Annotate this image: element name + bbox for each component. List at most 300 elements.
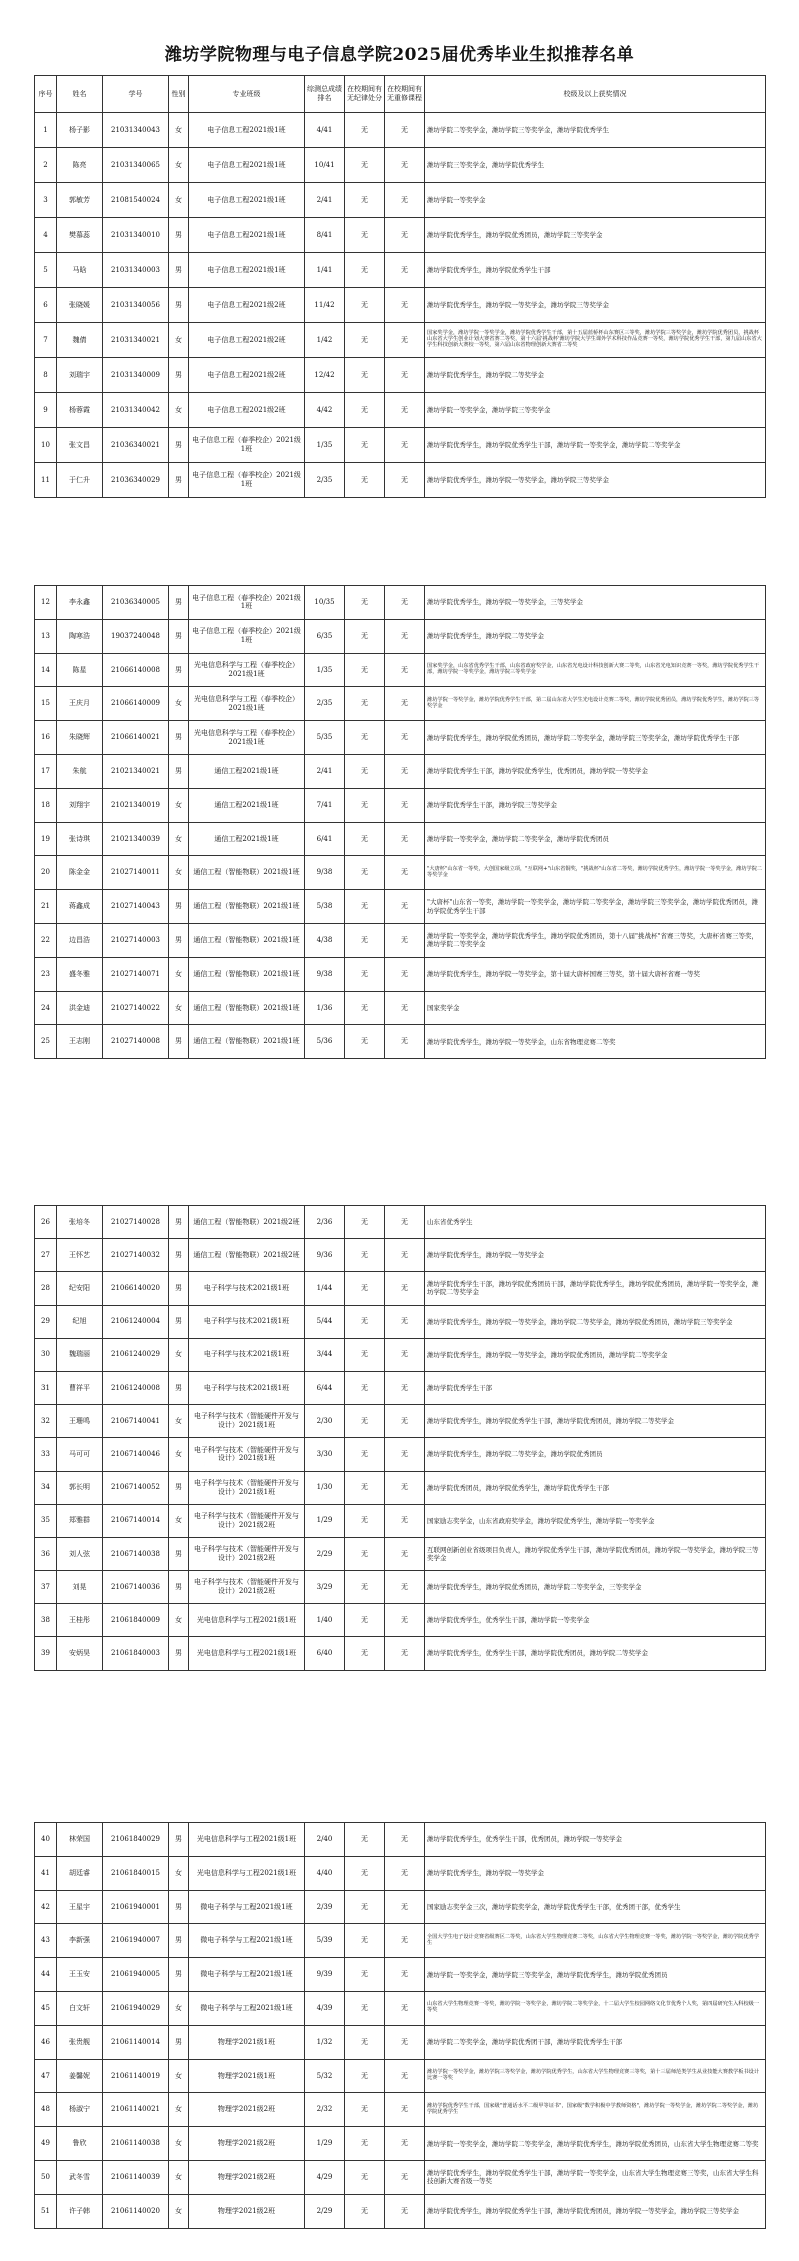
student-id: 21027140003 <box>103 923 169 957</box>
retake-record: 无 <box>385 113 425 148</box>
major-class: 通信工程（智能物联）2021级1班 <box>189 890 305 924</box>
row-number: 29 <box>35 1305 57 1338</box>
table-row <box>35 754 766 788</box>
row-number: 20 <box>35 856 57 890</box>
candidate-table-3 <box>34 1205 766 1671</box>
awards: 潍坊学院优秀学生，潍坊学院优秀团员，潍坊学院二等奖学金，三等奖学金 <box>425 1571 766 1604</box>
table-row <box>35 323 766 358</box>
ranking: 2/36 <box>305 1206 345 1239</box>
gender: 男 <box>169 1371 189 1404</box>
table-row <box>35 2093 766 2127</box>
column-header: 校级及以上获奖情况 <box>425 76 766 113</box>
student-id: 21067140036 <box>103 1571 169 1604</box>
row-number: 41 <box>35 1856 57 1890</box>
student-name: 陶寒浩 <box>57 619 103 653</box>
retake-record: 无 <box>385 822 425 856</box>
student-id: 21031340042 <box>103 393 169 428</box>
awards: 潍坊学院优秀学生，潍坊学院优秀学生干部，潍坊学院优秀团员，潍坊学院一等奖学金，潍坊学院三等奖学金 <box>425 2194 766 2228</box>
ranking: 5/39 <box>305 1924 345 1958</box>
ranking: 2/35 <box>305 463 345 498</box>
major-class: 物理学2021级2班 <box>189 2093 305 2127</box>
table-row <box>35 957 766 991</box>
major-class: 电子信息工程2021级1班 <box>189 253 305 288</box>
table-row <box>35 822 766 856</box>
retake-record: 无 <box>385 619 425 653</box>
major-class: 光电信息科学与工程2021级1班 <box>189 1823 305 1857</box>
discipline-record: 无 <box>345 2160 385 2194</box>
major-class: 电子科学与技术（智能硬件开发与设计）2021级1班 <box>189 1471 305 1504</box>
student-name: 李新强 <box>57 1924 103 1958</box>
student-id: 21031340009 <box>103 358 169 393</box>
discipline-record: 无 <box>345 1239 385 1272</box>
retake-record: 无 <box>385 1890 425 1924</box>
awards: 潍坊学院优秀学生干部 <box>425 1371 766 1404</box>
student-id: 21027140011 <box>103 856 169 890</box>
awards: 潍坊学院优秀团员，潍坊学院优秀学生，潍坊学院优秀学生干部 <box>425 1471 766 1504</box>
row-number: 40 <box>35 1823 57 1857</box>
column-header: 性别 <box>169 76 189 113</box>
column-header: 在校期间有无纪律处分 <box>345 76 385 113</box>
retake-record: 无 <box>385 393 425 428</box>
retake-record: 无 <box>385 323 425 358</box>
row-number: 12 <box>35 586 57 620</box>
gender: 女 <box>169 1438 189 1471</box>
ranking: 1/29 <box>305 1504 345 1537</box>
table-row <box>35 2025 766 2059</box>
retake-record: 无 <box>385 1856 425 1890</box>
discipline-record: 无 <box>345 1958 385 1992</box>
gender: 女 <box>169 1405 189 1438</box>
awards: 山东省优秀学生 <box>425 1206 766 1239</box>
student-id: 21027140008 <box>103 1025 169 1059</box>
major-class: 电子科学与技术（智能硬件开发与设计）2021级1班 <box>189 1405 305 1438</box>
retake-record: 无 <box>385 1438 425 1471</box>
retake-record: 无 <box>385 2127 425 2161</box>
row-number: 24 <box>35 991 57 1025</box>
retake-record: 无 <box>385 1823 425 1857</box>
discipline-record: 无 <box>345 1471 385 1504</box>
ranking: 5/36 <box>305 1025 345 1059</box>
student-id: 21061940001 <box>103 1890 169 1924</box>
row-number: 49 <box>35 2127 57 2161</box>
discipline-record: 无 <box>345 991 385 1025</box>
student-name: 林荣国 <box>57 1823 103 1857</box>
student-name: 张诗琪 <box>57 822 103 856</box>
student-id: 21061140020 <box>103 2194 169 2228</box>
row-number: 48 <box>35 2093 57 2127</box>
row-number: 23 <box>35 957 57 991</box>
row-number: 19 <box>35 822 57 856</box>
retake-record: 无 <box>385 2059 425 2093</box>
awards: 潍坊学院二等奖学金，潍坊学院三等奖学金，潍坊学院优秀学生 <box>425 113 766 148</box>
major-class: 微电子科学与工程2021级1班 <box>189 1890 305 1924</box>
gender: 男 <box>169 1272 189 1305</box>
retake-record: 无 <box>385 1991 425 2025</box>
gender: 女 <box>169 393 189 428</box>
student-name: 王星宇 <box>57 1890 103 1924</box>
student-id: 21031340065 <box>103 148 169 183</box>
ranking: 1/29 <box>305 2127 345 2161</box>
row-number: 1 <box>35 113 57 148</box>
major-class: 光电信息科学与工程2021级1班 <box>189 1856 305 1890</box>
awards: "大唐杯"山东省一等奖，潍坊学院一等奖学金，潍坊学院二等奖学金，潍坊学院三等奖学金，潍坊学院优秀团员，潍坊学院优秀学生干部 <box>425 890 766 924</box>
discipline-record: 无 <box>345 358 385 393</box>
gender: 男 <box>169 1305 189 1338</box>
gender: 男 <box>169 1025 189 1059</box>
discipline-record: 无 <box>345 113 385 148</box>
student-id: 21061140039 <box>103 2160 169 2194</box>
ranking: 7/41 <box>305 788 345 822</box>
retake-record: 无 <box>385 1371 425 1404</box>
row-number: 5 <box>35 253 57 288</box>
student-name: 纪旭 <box>57 1305 103 1338</box>
awards: 潍坊学院一等奖学金 <box>425 183 766 218</box>
student-name: 王桂彤 <box>57 1604 103 1637</box>
discipline-record: 无 <box>345 1637 385 1670</box>
retake-record: 无 <box>385 788 425 822</box>
gender: 女 <box>169 1604 189 1637</box>
awards: 潍坊学院二等奖学金，潍坊学院优秀团干部，潍坊学院优秀学生干部 <box>425 2025 766 2059</box>
discipline-record: 无 <box>345 323 385 358</box>
ranking: 1/35 <box>305 653 345 687</box>
major-class: 通信工程（智能物联）2021级2班 <box>189 1206 305 1239</box>
ranking: 5/32 <box>305 2059 345 2093</box>
gender: 女 <box>169 1338 189 1371</box>
table-row <box>35 1823 766 1857</box>
ranking: 4/39 <box>305 1991 345 2025</box>
awards: 潍坊学院一等奖学金，潍坊学院优秀学生干部，第二届山东省大学生光电设计竞赛二等奖，潍坊学院优秀团员，潍坊学院优秀学生，潍坊学院三等奖学金 <box>425 687 766 721</box>
row-number: 21 <box>35 890 57 924</box>
ranking: 9/39 <box>305 1958 345 1992</box>
awards: 全国大学生电子设计竞赛省级赛区二等奖，山东省大学生物理竞赛二等奖，山东省大学生物理竞赛一等奖，潍坊学院一等奖学金，潍坊学院优秀学生 <box>425 1924 766 1958</box>
table-row <box>35 1504 766 1537</box>
student-id: 21031340021 <box>103 323 169 358</box>
row-number: 30 <box>35 1338 57 1371</box>
row-number: 43 <box>35 1924 57 1958</box>
retake-record: 无 <box>385 1471 425 1504</box>
student-name: 王志刚 <box>57 1025 103 1059</box>
table-row <box>35 1338 766 1371</box>
student-id: 21027140071 <box>103 957 169 991</box>
student-id: 21061240029 <box>103 1338 169 1371</box>
discipline-record: 无 <box>345 1890 385 1924</box>
table-row <box>35 288 766 323</box>
row-number: 6 <box>35 288 57 323</box>
table-row <box>35 463 766 498</box>
table-row <box>35 721 766 755</box>
student-name: 曹祥平 <box>57 1371 103 1404</box>
gender: 男 <box>169 586 189 620</box>
ranking: 1/44 <box>305 1272 345 1305</box>
student-id: 21061240004 <box>103 1305 169 1338</box>
gender: 女 <box>169 856 189 890</box>
retake-record: 无 <box>385 148 425 183</box>
student-id: 21061240008 <box>103 1371 169 1404</box>
discipline-record: 无 <box>345 1206 385 1239</box>
major-class: 电子信息工程2021级1班 <box>189 113 305 148</box>
table-row <box>35 253 766 288</box>
student-name: 洪金迪 <box>57 991 103 1025</box>
major-class: 电子信息工程2021级2班 <box>189 393 305 428</box>
major-class: 电子科学与技术（智能硬件开发与设计）2021级2班 <box>189 1504 305 1537</box>
discipline-record: 无 <box>345 2194 385 2228</box>
major-class: 物理学2021级2班 <box>189 2127 305 2161</box>
student-id: 21066140008 <box>103 653 169 687</box>
awards: 山东省大学生物理竞赛一等奖，潍坊学院一等奖学金，潍坊学院二等奖学金，十二届大学生校园网络文化节优秀个人奖，第四届研究生入科校级一等奖 <box>425 1991 766 2025</box>
table-row <box>35 1471 766 1504</box>
discipline-record: 无 <box>345 1305 385 1338</box>
discipline-record: 无 <box>345 721 385 755</box>
gender: 女 <box>169 1856 189 1890</box>
gender: 男 <box>169 1206 189 1239</box>
row-number: 46 <box>35 2025 57 2059</box>
awards: 潍坊学院优秀学生，潍坊学院二等奖学金 <box>425 619 766 653</box>
row-number: 11 <box>35 463 57 498</box>
retake-record: 无 <box>385 288 425 323</box>
table-row <box>35 1890 766 1924</box>
ranking: 1/41 <box>305 253 345 288</box>
row-number: 7 <box>35 323 57 358</box>
ranking: 12/42 <box>305 358 345 393</box>
row-number: 9 <box>35 393 57 428</box>
major-class: 光电信息科学与工程（春季校企）2021级1班 <box>189 687 305 721</box>
row-number: 44 <box>35 1958 57 1992</box>
ranking: 2/29 <box>305 1537 345 1570</box>
row-number: 27 <box>35 1239 57 1272</box>
major-class: 物理学2021级2班 <box>189 2160 305 2194</box>
retake-record: 无 <box>385 1405 425 1438</box>
discipline-record: 无 <box>345 1025 385 1059</box>
gender: 男 <box>169 253 189 288</box>
student-name: 许子韩 <box>57 2194 103 2228</box>
retake-record: 无 <box>385 1239 425 1272</box>
discipline-record: 无 <box>345 428 385 463</box>
gender: 男 <box>169 2025 189 2059</box>
retake-record: 无 <box>385 923 425 957</box>
student-id: 21061840003 <box>103 1637 169 1670</box>
retake-record: 无 <box>385 1924 425 1958</box>
table-row <box>35 687 766 721</box>
awards: 潍坊学院一等奖学金，潍坊学院二等奖学金，潍坊学院优秀学生，潍坊学院优秀团员，山东省大学生物理竞赛二等奖 <box>425 2127 766 2161</box>
retake-record: 无 <box>385 754 425 788</box>
column-header: 专业班级 <box>189 76 305 113</box>
awards: 潍坊学院优秀学生，潍坊学院优秀团员，潍坊学院三等奖学金 <box>425 218 766 253</box>
awards: 潍坊学院优秀学生，潍坊学院一等奖学金 <box>425 1856 766 1890</box>
discipline-record: 无 <box>345 1604 385 1637</box>
table-row <box>35 2194 766 2228</box>
gender: 女 <box>169 957 189 991</box>
retake-record: 无 <box>385 2194 425 2228</box>
awards: 潍坊学院优秀学生，潍坊学院优秀学生干部，潍坊学院优秀团员，潍坊学院二等奖学金 <box>425 1405 766 1438</box>
student-id: 21061940029 <box>103 1991 169 2025</box>
major-class: 电子信息工程2021级2班 <box>189 358 305 393</box>
table-row <box>35 1025 766 1059</box>
gender: 女 <box>169 2059 189 2093</box>
student-id: 21031340003 <box>103 253 169 288</box>
gender: 女 <box>169 2160 189 2194</box>
student-id: 21061140014 <box>103 2025 169 2059</box>
ranking: 2/40 <box>305 1823 345 1857</box>
student-id: 21061940005 <box>103 1958 169 1992</box>
table-row <box>35 428 766 463</box>
awards: 潍坊学院优秀学生，潍坊学院优秀团员，潍坊学院二等奖学金，潍坊学院三等奖学金，潍坊学院优秀学生干部 <box>425 721 766 755</box>
student-id: 21067140052 <box>103 1471 169 1504</box>
student-id: 19037240048 <box>103 619 169 653</box>
gender: 男 <box>169 923 189 957</box>
student-name: 陈金金 <box>57 856 103 890</box>
discipline-record: 无 <box>345 1405 385 1438</box>
table-row <box>35 1239 766 1272</box>
table-row <box>35 1958 766 1992</box>
student-id: 21021340019 <box>103 788 169 822</box>
ranking: 2/35 <box>305 687 345 721</box>
gender: 男 <box>169 428 189 463</box>
discipline-record: 无 <box>345 1272 385 1305</box>
major-class: 通信工程（智能物联）2021级1班 <box>189 856 305 890</box>
table-row <box>35 619 766 653</box>
awards: 潍坊学院优秀学生，优秀学生干部，优秀团员，潍坊学院一等奖学金 <box>425 1823 766 1857</box>
gender: 男 <box>169 1239 189 1272</box>
row-number: 31 <box>35 1371 57 1404</box>
discipline-record: 无 <box>345 1438 385 1471</box>
student-id: 21061840029 <box>103 1823 169 1857</box>
discipline-record: 无 <box>345 957 385 991</box>
row-number: 18 <box>35 788 57 822</box>
table-row <box>35 1856 766 1890</box>
gender: 男 <box>169 288 189 323</box>
student-id: 21021340039 <box>103 822 169 856</box>
student-name: 纪安阳 <box>57 1272 103 1305</box>
major-class: 通信工程2021级1班 <box>189 754 305 788</box>
student-id: 21031340043 <box>103 113 169 148</box>
student-id: 21021340021 <box>103 754 169 788</box>
major-class: 微电子科学与工程2021级1班 <box>189 1924 305 1958</box>
major-class: 电子信息工程2021级2班 <box>189 288 305 323</box>
student-name: 郭敏芳 <box>57 183 103 218</box>
student-name: 杨淑宁 <box>57 2093 103 2127</box>
ranking: 5/35 <box>305 721 345 755</box>
gender: 男 <box>169 1924 189 1958</box>
awards: 潍坊学院优秀学生，优秀学生干部，潍坊学院一等奖学金 <box>425 1604 766 1637</box>
student-name: 朱航 <box>57 754 103 788</box>
major-class: 光电信息科学与工程2021级1班 <box>189 1637 305 1670</box>
table-row <box>35 218 766 253</box>
major-class: 微电子科学与工程2021级1班 <box>189 1958 305 1992</box>
awards: 潍坊学院优秀学生，潍坊学院二等奖学金 <box>425 358 766 393</box>
student-id: 21066140021 <box>103 721 169 755</box>
discipline-record: 无 <box>345 1571 385 1604</box>
gender: 男 <box>169 1890 189 1924</box>
student-name: 鲁欣 <box>57 2127 103 2161</box>
row-number: 10 <box>35 428 57 463</box>
table-row <box>35 1924 766 1958</box>
retake-record: 无 <box>385 358 425 393</box>
ranking: 9/38 <box>305 856 345 890</box>
table-row <box>35 113 766 148</box>
gender: 男 <box>169 721 189 755</box>
discipline-record: 无 <box>345 586 385 620</box>
major-class: 电子信息工程（春季校企）2021级1班 <box>189 428 305 463</box>
ranking: 2/41 <box>305 183 345 218</box>
discipline-record: 无 <box>345 288 385 323</box>
gender: 女 <box>169 788 189 822</box>
discipline-record: 无 <box>345 2093 385 2127</box>
student-id: 21067140038 <box>103 1537 169 1570</box>
table-row <box>35 653 766 687</box>
major-class: 微电子科学与工程2021级1班 <box>189 1991 305 2025</box>
table-row <box>35 1537 766 1570</box>
gender: 女 <box>169 2194 189 2228</box>
ranking: 5/44 <box>305 1305 345 1338</box>
retake-record: 无 <box>385 1206 425 1239</box>
table-row <box>35 1604 766 1637</box>
discipline-record: 无 <box>345 1823 385 1857</box>
discipline-record: 无 <box>345 393 385 428</box>
retake-record: 无 <box>385 428 425 463</box>
discipline-record: 无 <box>345 890 385 924</box>
ranking: 9/38 <box>305 957 345 991</box>
retake-record: 无 <box>385 653 425 687</box>
awards: 潍坊学院优秀学生，潍坊学院一等奖学金，潍坊学院三等奖学金 <box>425 288 766 323</box>
discipline-record: 无 <box>345 2127 385 2161</box>
ranking: 3/29 <box>305 1571 345 1604</box>
major-class: 通信工程（智能物联）2021级1班 <box>189 957 305 991</box>
student-id: 21066140020 <box>103 1272 169 1305</box>
gender: 女 <box>169 687 189 721</box>
retake-record: 无 <box>385 890 425 924</box>
student-name: 樊慕蕊 <box>57 218 103 253</box>
major-class: 通信工程（智能物联）2021级1班 <box>189 991 305 1025</box>
major-class: 电子科学与技术2021级1班 <box>189 1272 305 1305</box>
student-name: 杨子影 <box>57 113 103 148</box>
row-number: 45 <box>35 1991 57 2025</box>
row-number: 16 <box>35 721 57 755</box>
row-number: 22 <box>35 923 57 957</box>
ranking: 8/41 <box>305 218 345 253</box>
awards: 潍坊学院优秀学生，优秀学生干部，潍坊学院优秀团员，潍坊学院二等奖学金 <box>425 1637 766 1670</box>
discipline-record: 无 <box>345 463 385 498</box>
retake-record: 无 <box>385 218 425 253</box>
ranking: 6/40 <box>305 1637 345 1670</box>
gender: 女 <box>169 991 189 1025</box>
student-id: 21027140022 <box>103 991 169 1025</box>
gender: 男 <box>169 754 189 788</box>
gender: 女 <box>169 183 189 218</box>
awards: 潍坊学院优秀学生，潍坊学院一等奖学金，第十届大唐杯国赛三等奖，第十届大唐杯省赛一等奖 <box>425 957 766 991</box>
awards: 国家奖学金，山东省优秀学生干部，山东省政府奖学金，山东省光电设计科技创新大赛二等奖，山东省光电知识竞赛一等奖，潍坊学院优秀学生干部，潍坊学院一等奖学金，潍坊学院三等奖学金 <box>425 653 766 687</box>
awards: "大唐杯"山东省一等奖，大创国家级立项，"互联网+"山东省铜奖，"挑战杯"山东省二等奖，潍坊学院优秀学生，潍坊学院一等奖学金，潍坊学院二等奖学金 <box>425 856 766 890</box>
table-row <box>35 1305 766 1338</box>
student-name: 安炳昊 <box>57 1637 103 1670</box>
row-number: 42 <box>35 1890 57 1924</box>
table-row <box>35 358 766 393</box>
row-number: 4 <box>35 218 57 253</box>
gender: 女 <box>169 1504 189 1537</box>
ranking: 1/40 <box>305 1604 345 1637</box>
gender: 男 <box>169 1637 189 1670</box>
awards: 潍坊学院优秀学生，潍坊学院一等奖学金，三等奖学金 <box>425 586 766 620</box>
table-row <box>35 923 766 957</box>
major-class: 物理学2021级1班 <box>189 2025 305 2059</box>
student-name: 王怀艺 <box>57 1239 103 1272</box>
discipline-record: 无 <box>345 2059 385 2093</box>
major-class: 电子科学与技术2021级1班 <box>189 1371 305 1404</box>
row-number: 34 <box>35 1471 57 1504</box>
retake-record: 无 <box>385 2160 425 2194</box>
retake-record: 无 <box>385 1305 425 1338</box>
student-name: 姜馨妮 <box>57 2059 103 2093</box>
ranking: 6/44 <box>305 1371 345 1404</box>
